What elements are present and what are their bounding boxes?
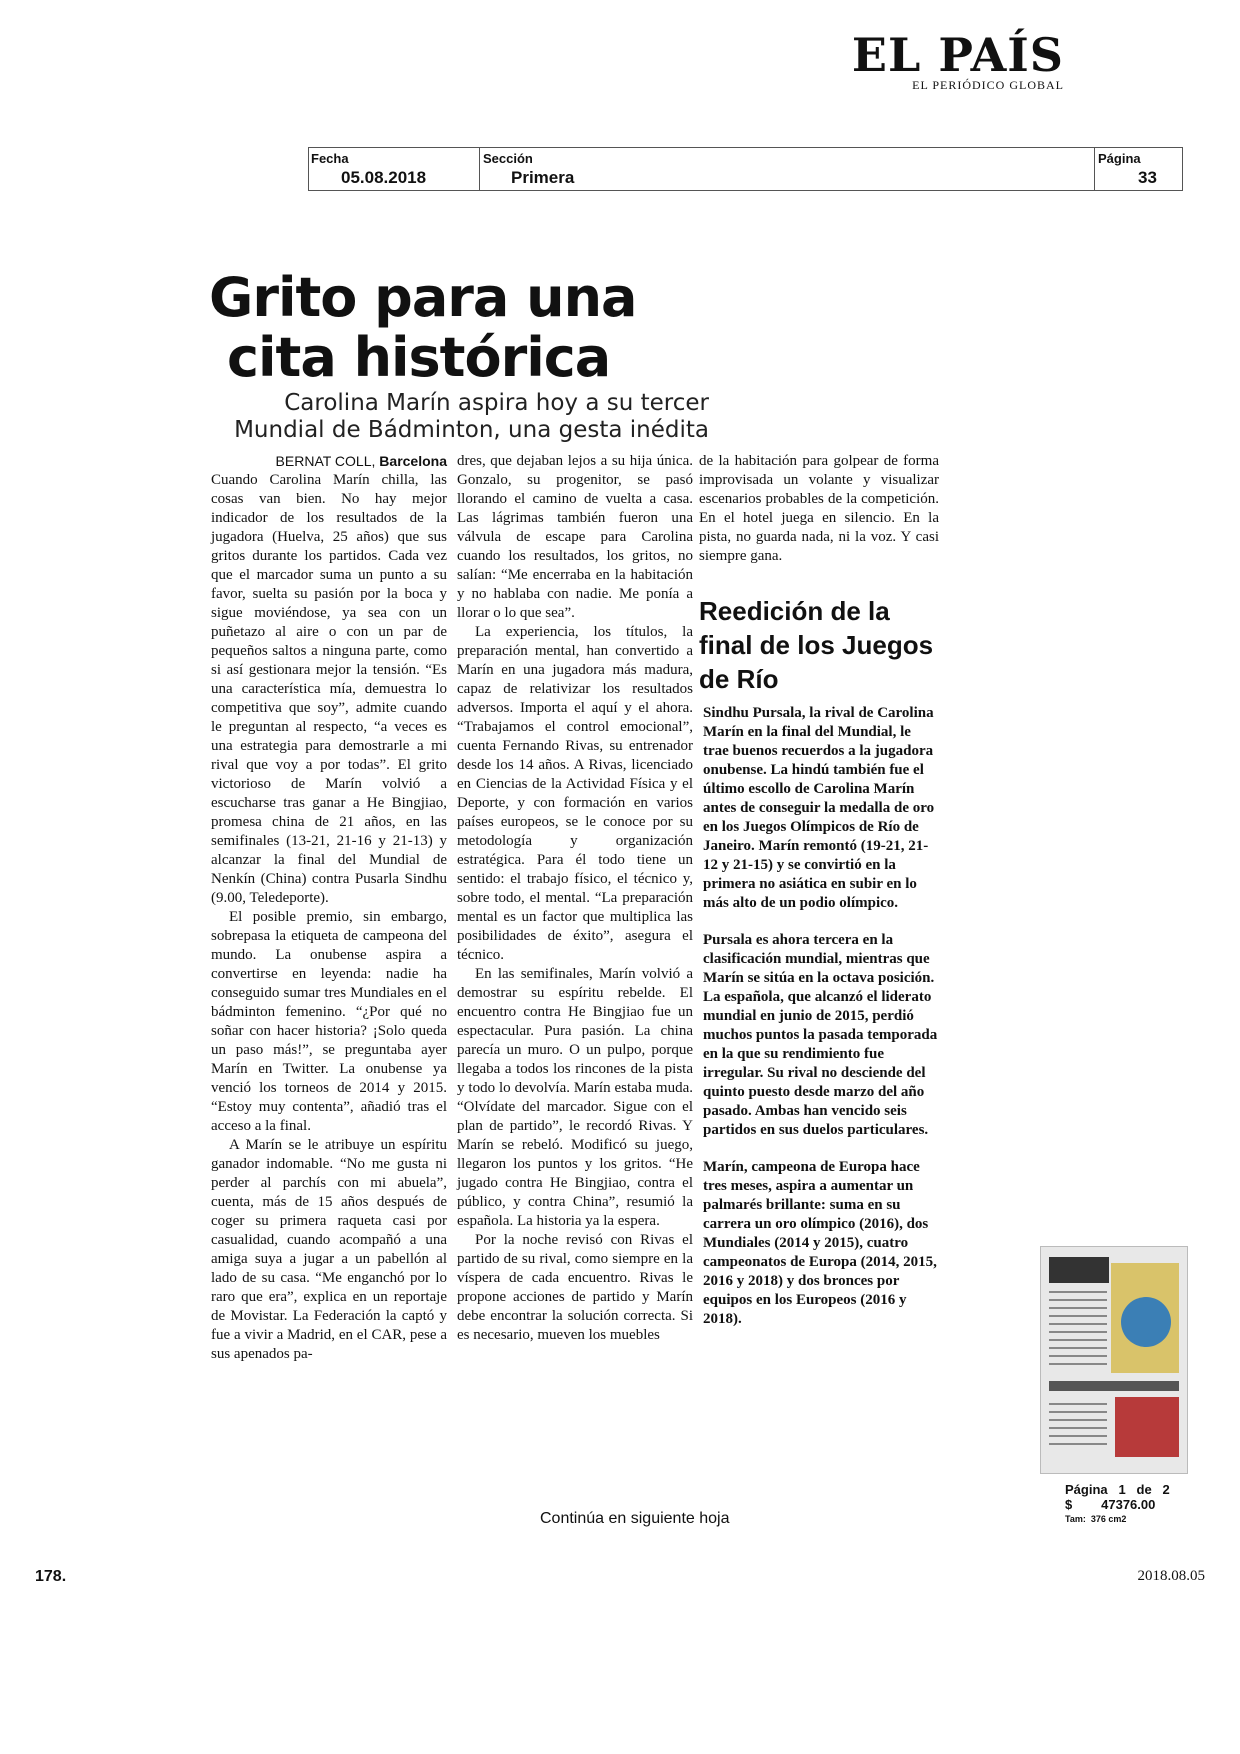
thumbnail-text-line [1049, 1315, 1107, 1317]
headline-line-1: Grito para una [209, 266, 637, 329]
continues-note: Continúa en siguiente hoja [540, 1510, 730, 1527]
fecha-cell [309, 148, 477, 190]
paragraph: Cuando Carolina Marín chilla, las cosas van bien. No hay mejor indicador de los resultados de la jugadora (Huelva, 25 años) que sus gritos durante los partidos. Cada vez que el marcador suma un punto a su favor, suelta su pasión por la boca y sigue moviéndose, ya sea con un puñetazo al aire o con un par de pequeños saltos a ninguna parte, como si así gestionara mejor la tensión. “Es una característica mía, demuestra lo competitiva que soy”, admite cuando le preguntan al respecto, “a veces es una estrategia para demostrarle a mi rival que voy a por todas”. El grito victorioso de Marín volvió a escucharse tras ganar a He Bingjiao, promesa china de 21 años, en las semifinales (13-21, 21-16 y 21-13) y alcanzar la final del Mundial de Nenkín (China) contra Pusarla Sindhu (9.00, Teledeporte). [211, 472, 447, 906]
byline [211, 452, 447, 471]
page-number: 178. [35, 1568, 67, 1585]
size-value: Tam: 376 cm2 [1065, 1514, 1127, 1524]
thumbnail-text-line [1049, 1363, 1107, 1365]
pagina-label: Página [1098, 151, 1141, 166]
pagina-count: Página 1 de 2 [1065, 1482, 1170, 1497]
article-column-3 [699, 452, 939, 566]
paragraph: A Marín se le atribuye un espíritu ganador indomable. “No me gusta ni perder al parchís con mi abuela”, cuenta, más de 15 años después de coger su primera raqueta casi por casualidad, cuando acompañó a una amiga suya a jugar a un pabellón al lado de su casa. “Me enganchó por lo raro que era”, explica en un reportaje de Movistar. La Federación la captó y fue a vivir a Madrid, en el CAR, pese a sus apenados pa- [211, 1137, 447, 1362]
masthead [852, 30, 1064, 93]
thumbnail-text-line [1049, 1411, 1107, 1413]
thumbnail-photo-detail [1121, 1297, 1171, 1347]
page-thumbnail [1040, 1246, 1188, 1474]
article-subhead: Carolina Marín aspira hoy a su tercer Mundial de Bádminton, una gesta inédita [234, 390, 709, 443]
article-column-2 [457, 452, 693, 1345]
paragraph: El posible premio, sin embargo, sobrepasa la etiqueta de campeona del mundo. La onubense aspira a convertirse en leyenda: nadie ha conseguido sumar tres Mundiales en el bádminton femenino. “¿Por qué no soñar con hacer historia? ¡Solo queda un paso más!”, se preguntaba ayer Marín en Twitter. La onubense ya venció los torneos de 2014 y 2015. “Estoy muy contenta”, añadió tras el acceso a la final. [211, 909, 447, 1134]
price-value: $ 47376.00 [1065, 1497, 1156, 1512]
headline-line-2: cita histórica [227, 326, 611, 389]
paragraph: La experiencia, los títulos, la preparación mental, han convertido a Marín en una jugadora más madura, capaz de relativizar los resultados adversos. Importa el aquí y el ahora. “Trabajamos el control emocional”, cuenta Fernando Rivas, su entrenador desde los 14 años. A Rivas, licenciado en Ciencias de la Actividad Física y el Deporte, y con formación en varios países europeos, se le conoce por su metodología y organización estratégica. Para él todo tiene un sentido: el trabajo físico, el técnico y, sobre todo, el mental. “La preparación mental es un factor que multiplica las posibilidades de éxito”, asegura el técnico. [457, 624, 693, 963]
byline-author: BERNAT COLL, [275, 453, 376, 469]
sidebar-paragraph: Sindhu Pursala, la rival de Carolina Marín en la final del Mundial, le trae buenos recuerdos a la jugadora onubense. La hindú también fue el último escollo de Carolina Marín antes de conseguir la medalla de oro en los Juegos Olímpicos de Río de Janeiro. Marín remontó (19-21, 21-12 y 21-15) y se convirtió en la primera no asiática en subir en lo más alto de un podio olímpico. [703, 705, 935, 911]
sidebar-paragraph: Marín, campeona de Europa hace tres meses, aspira a aumentar un palmarés brillante: suma en su carrera un oro olímpico (2016), dos Mundiales (2014 y 2015), cuatro campeonatos de Europa (2014, 2015, 2016 y 2018) y dos bronces por equipos en los Europeos (2016 y 2018). [703, 1159, 937, 1327]
paragraph: dres, que dejaban lejos a su hija única. Gonzalo, su progenitor, se pasó llorando el camino de vuelta a casa. Las lágrimas también fueron una válvula de escape para Carolina cuando los resultados, los gritos, no salían: “Me encerraba en la habitación y no hablaba con nadie. Me ponía a llorar o lo que sea”. [457, 453, 693, 621]
thumbnail-subheadline-block [1049, 1381, 1179, 1391]
thumbnail-text-line [1049, 1403, 1107, 1405]
fecha-label: Fecha [311, 151, 349, 166]
thumbnail-text-line [1049, 1435, 1107, 1437]
clipping-info-box [308, 147, 1183, 191]
thumbnail-text-line [1049, 1355, 1107, 1357]
footer-date: 2018.08.05 [1137, 1568, 1205, 1584]
thumbnail-photo-2 [1115, 1397, 1179, 1457]
info-divider [1094, 148, 1095, 190]
thumbnail-text-line [1049, 1331, 1107, 1333]
pagina-value: 33 [1138, 168, 1157, 187]
byline-place: Barcelona [379, 453, 447, 469]
thumbnail-text-line [1049, 1443, 1107, 1445]
article-headline [209, 268, 709, 388]
thumbnail-headline-block [1049, 1257, 1109, 1283]
sidebar-paragraph: Pursala es ahora tercera en la clasificación mundial, mientras que Marín se sitúa en la octava posición. La española, que alcanzó el liderato mundial en junio de 2015, perdió muchos puntos la pasada temporada en la que su rendimiento fue irregular. Su rival no desciende del quinto puesto desde marzo del año pasado. Ambas han vencido seis partidos en sus duelos particulares. [703, 932, 938, 1138]
thumbnail-text-line [1049, 1347, 1107, 1349]
thumbnail-text-line [1049, 1291, 1107, 1293]
thumbnail-text-line [1049, 1339, 1107, 1341]
thumbnail-text-line [1049, 1307, 1107, 1309]
pagina-cell [1096, 148, 1180, 190]
thumbnail-text-line [1049, 1299, 1107, 1301]
newspaper-logo: EL PAÍS [851, 28, 1064, 82]
sidebar-title: Reedición de la final de los Juegos de Río [699, 596, 934, 694]
thumbnail-text-line [1049, 1419, 1107, 1421]
page-counter [1065, 1482, 1170, 1527]
seccion-cell [481, 148, 881, 190]
thumbnail-text-line [1049, 1427, 1107, 1429]
article-column-1 [211, 452, 447, 1364]
fecha-value: 05.08.2018 [341, 168, 427, 187]
seccion-label: Sección [483, 151, 533, 166]
newspaper-tagline: EL PERIÓDICO GLOBAL [912, 78, 1064, 92]
paragraph: Por la noche revisó con Rivas el partido de su rival, como siempre en la víspera de cada encuentro. Rivas le propone acciones de partido y Marín debe encontrar la solución correcta. Si es necesario, mueven los muebles [457, 1232, 693, 1343]
sidebar-text [703, 704, 939, 1347]
info-divider [479, 148, 480, 190]
paragraph: de la habitación para golpear de forma improvisada un volante y visualizar escenarios probables de la competición. En el hotel juega en silencio. En la pista, no guarda nada, ni la voz. Y casi siempre gana. [699, 453, 939, 564]
seccion-value: Primera [511, 168, 575, 187]
paragraph: En las semifinales, Marín volvió a demostrar su espíritu rebelde. El encuentro contra He Bingjiao fue un espectacular. Pura pasión. La china parecía un muro. O un pulpo, porque llegaba a todos los rincones de la pista y todo lo devolvía. Marín estaba muda. “Olvídate del marcador. Sigue con el plan de partido”, le recordó Rivas. Y Marín se rebeló. Modificó su juego, llegaron los puntos y los gritos. “He jugado contra He Bingjiao, contra el público, y contra China”, resumió la española. La historia ya la espera. [457, 966, 693, 1229]
thumbnail-text-line [1049, 1323, 1107, 1325]
